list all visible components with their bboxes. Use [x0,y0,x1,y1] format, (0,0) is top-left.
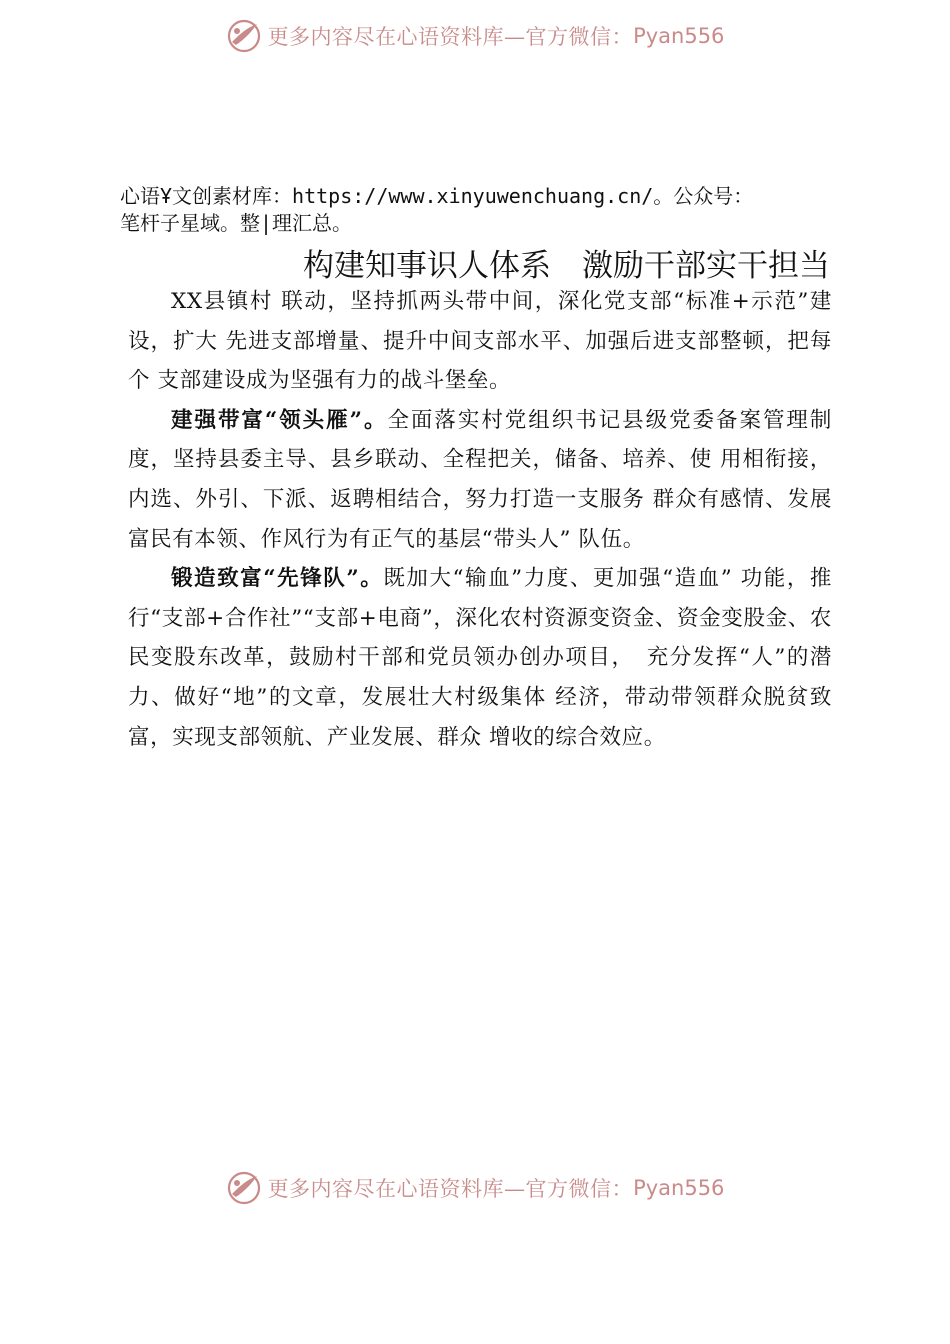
watermark-text: 更多内容尽在心语资料库—官方微信： [267,1177,634,1201]
paragraph-leader-heading: 建强带富“领头雁”。 [171,407,388,433]
paragraph-intro [128,282,832,401]
paragraph-leader [128,401,832,559]
feather-swirl-logo [226,18,262,54]
header-watermark [0,14,950,58]
source-note [120,183,860,237]
feather-swirl-logo [226,1170,262,1206]
paragraph-vanguard-heading: 锻造致富“先锋队”。 [171,566,384,592]
source-note-line-2: 笔杆子星域。整|理汇总。 [120,211,353,235]
paragraph-intro-text: XX县镇村 联动，坚持抓两头带中间，深化党支部“标准+示范”建设，扩大 先进支部增量、提升中间支部水平、加强后进支部整顿，把每个 支部建设成为坚强有力的战斗堡垒。 [128,289,832,394]
source-note-line-1: 心语Ұ文创素材库：https://www.xinyuwenchuang.cn/。公众号： [120,184,754,208]
document-body [128,282,832,757]
paragraph-vanguard-text: 既加大“输血”力度、更加强“造血” 功能，推行“支部+合作社”“支部+电商”，深化农村资源变资金、资金变股金、农民变股东改革，鼓励村干部和党员领办创办项目， 充分发挥“人”的潜力、做好“地”的文章，发展壮大村级集体 经济，带动带领群众脱贫致富，实现支部领航、产业发展、群众 增收的综合效应。 [128,566,832,750]
watermark-text: 更多内容尽在心语资料库—官方微信： [267,25,634,49]
paragraph-vanguard [128,559,832,757]
footer-watermark [0,1166,950,1210]
watermark-wechat-id: Pyan556 [633,1176,725,1200]
paragraph-leader-text: 全面落实村党组织书记县级党委备案管理制度，坚持县委主导、县乡联动、全程把关，储备、培养、使 用相衔接，内选、外引、下派、返聘相结合，努力打造一支服务 群众有感情、发展富民有本领、作风行为有正气的基层“带头人” 队伍。 [128,407,832,552]
watermark-wechat-id: Pyan556 [633,24,725,48]
document-title: 构建知事识人体系 激励干部实干担当 [303,248,830,284]
